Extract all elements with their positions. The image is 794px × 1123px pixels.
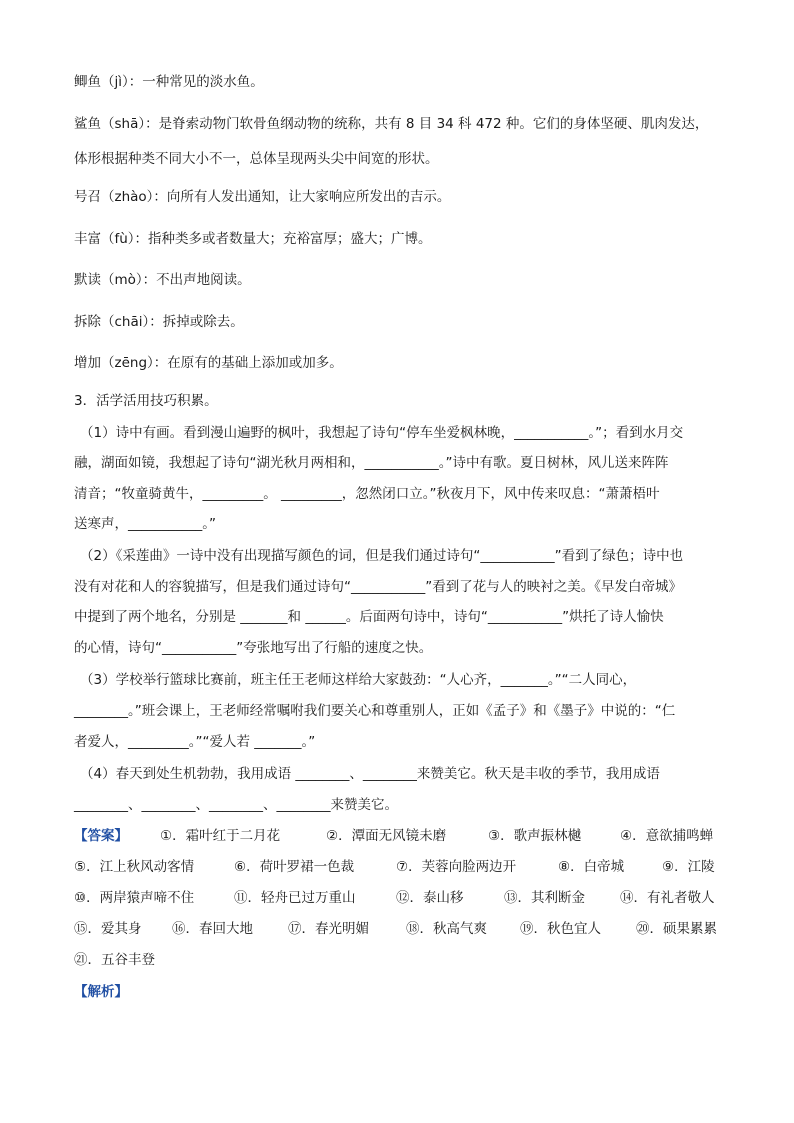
vocab-line: 丰富（fù）：指种类多或者数量大；充裕富厚；盛大；广博。 [74,231,432,247]
question-line: （4）春天到处生机勃勃，我用成语 ________、________来赞美它。秋天是丰收的季节，我用成语 [80,766,660,782]
answer-item: ⑭．有礼者敬人 [620,890,715,906]
question-line: 送寒声，___________。” [74,516,216,532]
question-line: 清音；“牧童骑黄牛，_________。 _________，忽然闭口立。”秋夜月下，风中传来叹息：“萧萧梧叶 [74,486,660,502]
answer-item: ⑯．春回大地 [172,921,253,937]
question-line: ________。”班会课上，王老师经常嘱咐我们要关心和尊重别人，正如《孟子》和《墨子》中说的：“仁 [74,703,676,719]
answer-item: ⑬．其利断金 [504,890,585,906]
answer-item: ⑪．轻舟已过万重山 [234,890,356,906]
answer-item: ⑦．芙蓉向脸两边开 [396,859,517,875]
answer-item: ⑧．白帝城 [558,859,625,875]
analysis-label: 【解析】 [74,984,128,1000]
question-line: 的心情，诗句“___________”夸张地写出了行船的速度之快。 [74,640,433,656]
question-line: （3）学校举行篮球比赛前，班主任王老师这样给大家鼓劲：“人心齐，_______。”“二人同心， [80,672,637,688]
question-line: 中提到了两个地名，分别是 _______和 ______。后面两句诗中，诗句“___________”烘托了诗人愉快 [74,609,664,625]
question-line: 者爱人，_________。”“爱人若 _______。” [74,734,316,750]
vocab-line: 拆除（chāi）：拆掉或除去。 [74,314,244,330]
answer-item: ③．歌声振林樾 [488,828,582,844]
answer-item: ①．霜叶红于二月花 [160,828,281,844]
answer-item: ⑤．江上秋风动客情 [74,859,195,875]
question-line: （1）诗中有画。看到漫山遍野的枫叶，我想起了诗句“停车坐爱枫林晚，___________。”；看到水月交 [80,425,684,441]
question-line: ________、________、________、________来赞美它。 [74,797,398,813]
answer-item: ⑳．硕果累累 [636,921,717,937]
answer-item: ⑩．两岸猿声啼不住 [74,890,195,906]
question-line: 没有对花和人的容貌描写，但是我们通过诗句“___________”看到了花与人的映衬之美。《早发白帝城》 [74,579,682,595]
answer-item: ②．潭面无风镜未磨 [326,828,447,844]
answer-item: ⑱．秋高气爽 [406,921,487,937]
question-line: 融，湖面如镜，我想起了诗句“湖光秋月两相和，___________。”诗中有歌。夏日树林，风儿送来阵阵 [74,455,669,471]
vocab-line: 鲫鱼（jì）：一种常见的淡水鱼。 [74,74,264,90]
vocab-line: 号召（zhào）：向所有人发出通知，让大家响应所发出的吉示。 [74,189,451,205]
answer-item: ⑥．荷叶罗裙一色裁 [234,859,355,875]
answer-label: 【答案】 [74,828,128,844]
answer-item: ④．意欲捕鸣蝉 [620,828,714,844]
answer-item: ⑮．爱其身 [74,921,142,937]
question-line: （2）《采莲曲》一诗中没有出现描写颜色的词，但是我们通过诗句“___________”看到了绿色；诗中也 [80,548,684,564]
answer-item: ⑫．泰山移 [396,890,464,906]
answer-item: ⑰．春光明媚 [288,921,369,937]
answer-item: ⑲．秋色宜人 [520,921,601,937]
answer-item: ⑨．江陵 [662,859,715,875]
vocab-line: 体形根据种类不同大小不一，总体呈现两头尖中间宽的形状。 [74,151,439,167]
answer-item: ㉑．五谷丰登 [74,952,155,968]
vocab-line: 鲨鱼（shā）：是脊索动物门软骨鱼纲动物的统称，共有 8 目 34 科 472 种。它们的身体坚硬、肌肉发达， [74,116,709,132]
question-title: 3．活学活用技巧积累。 [74,393,218,409]
vocab-line: 增加（zēng）：在原有的基础上添加或加多。 [74,355,343,371]
vocab-line: 默读（mò）：不出声地阅读。 [74,272,251,288]
